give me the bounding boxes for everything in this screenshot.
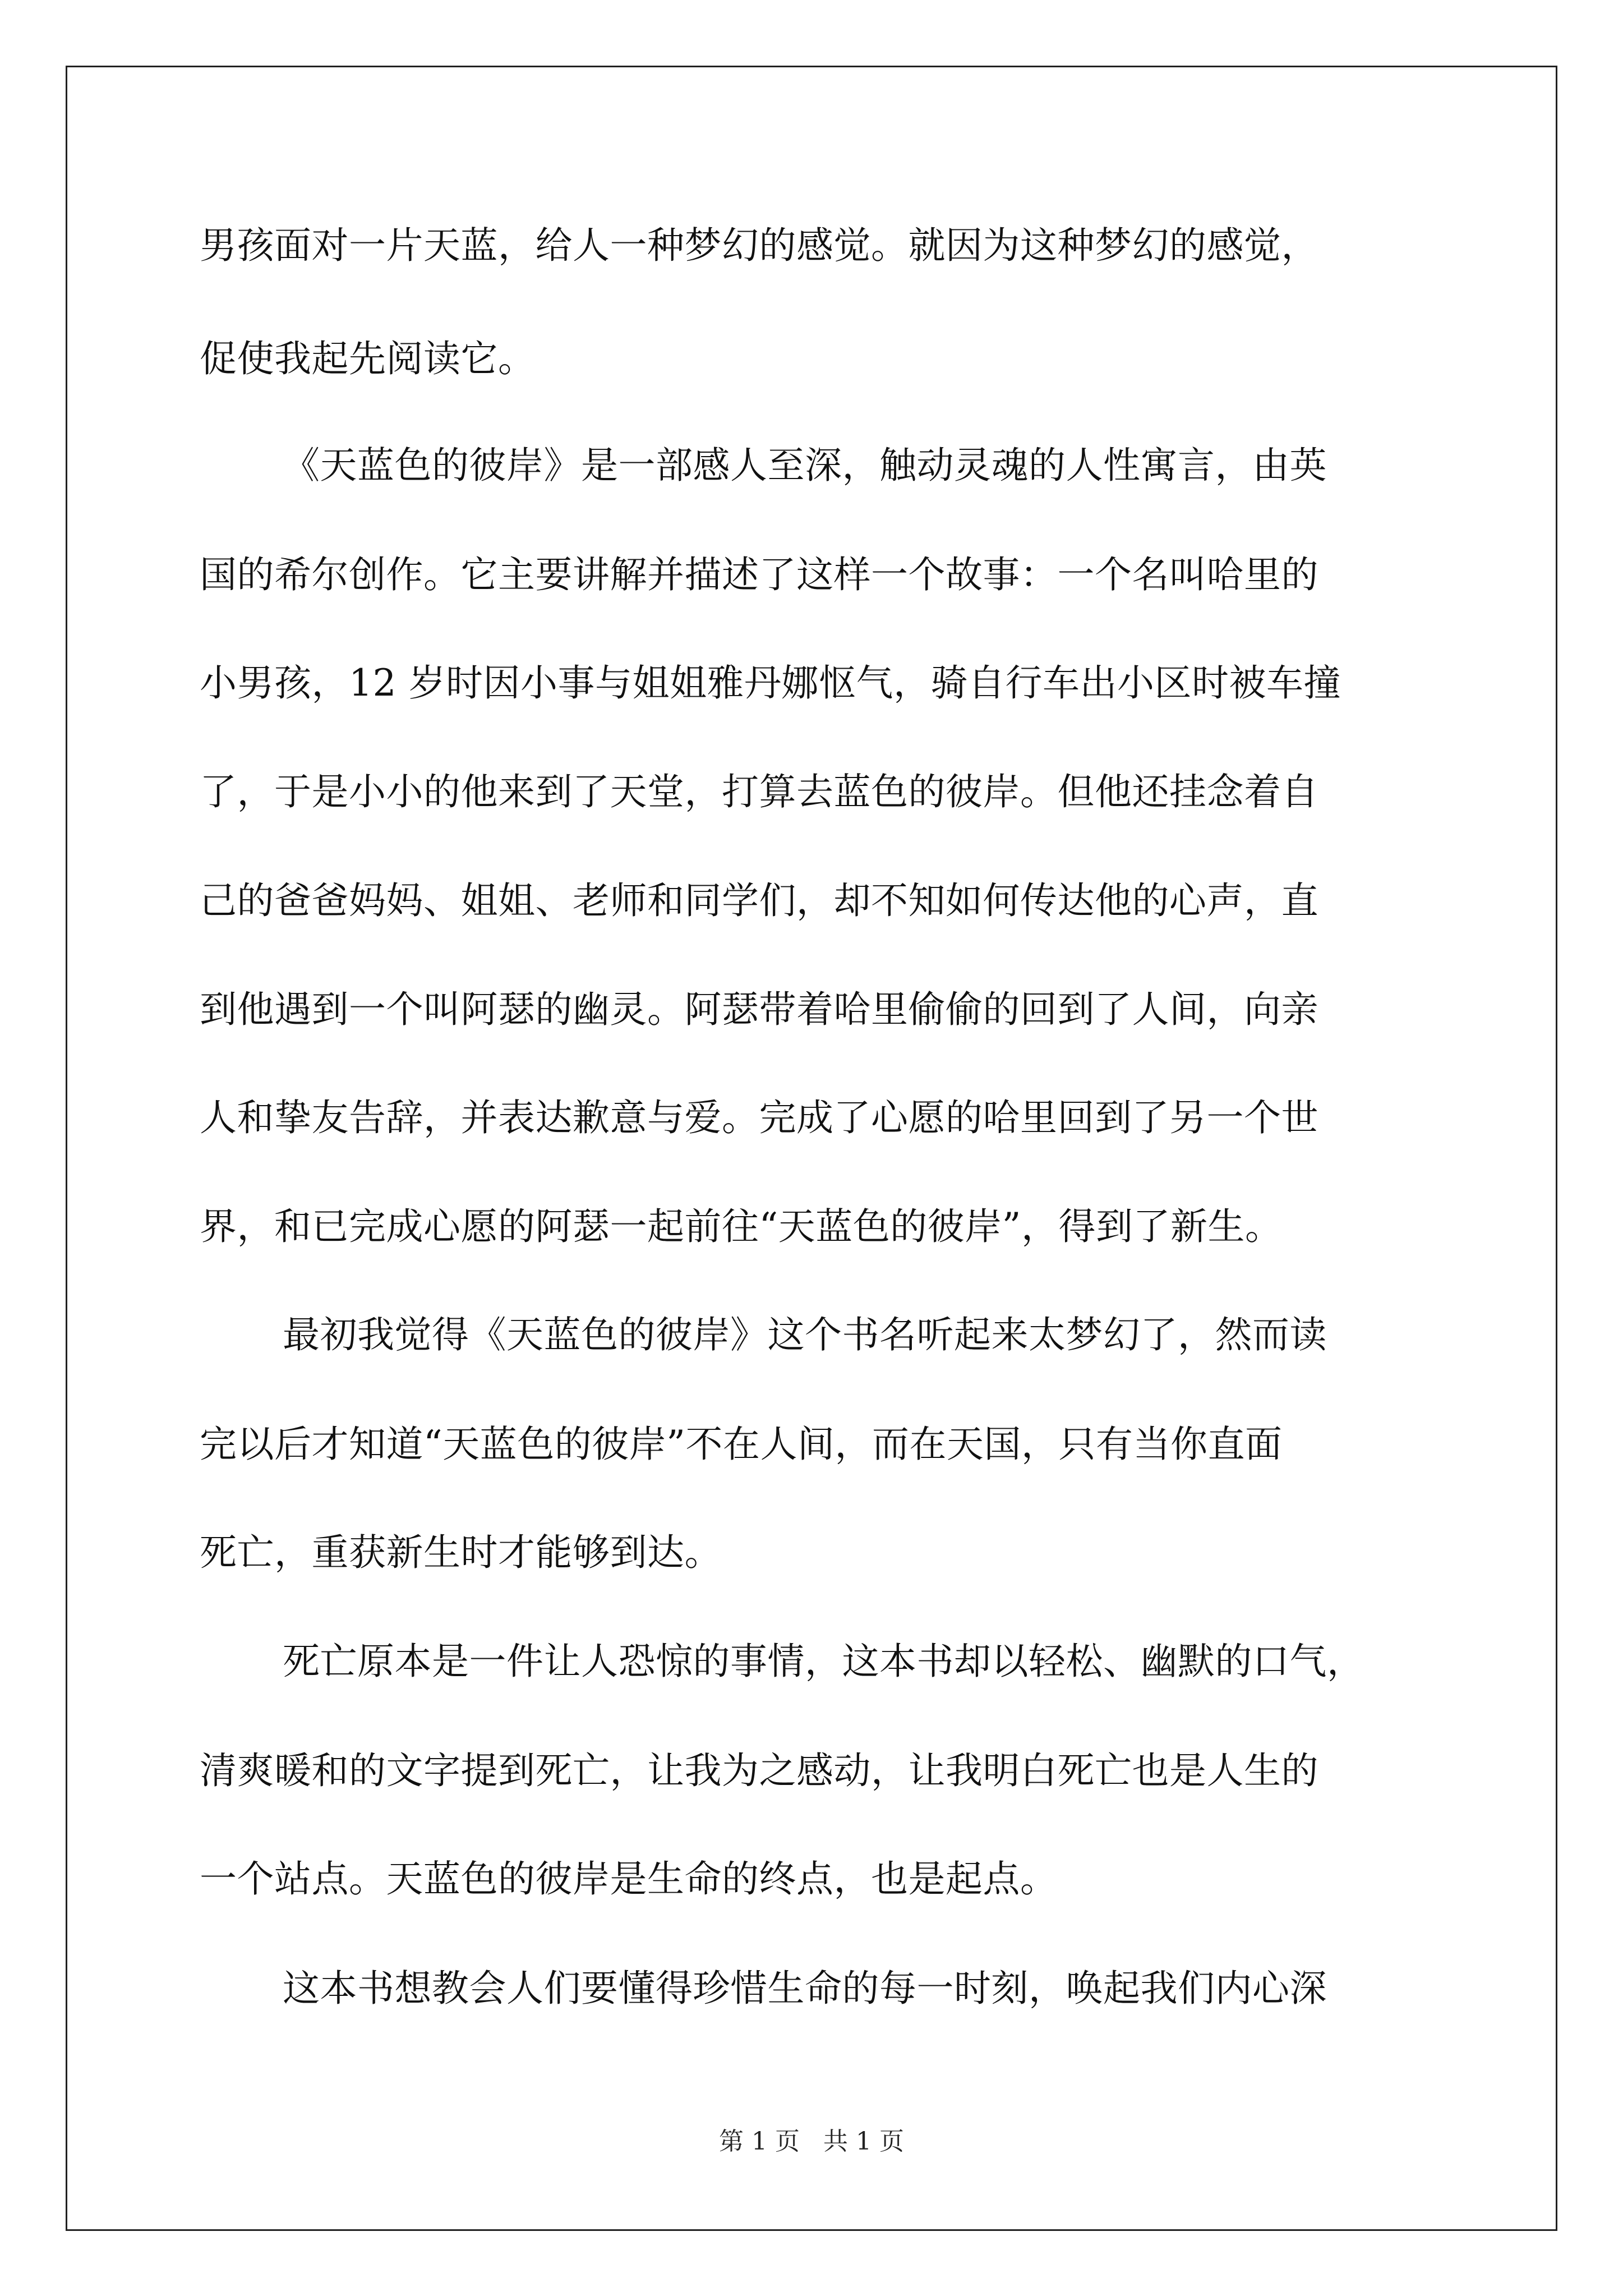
paragraph-start-line: 这本书想教会人们要懂得珍惜生命的每一时刻，唤起我们内心深 [283,1967,1327,2010]
text-line: 国的希尔创作。它主要讲解并描述了这样一个故事：一个名叫哈里的 [200,553,1318,596]
page-footer [0,2126,1623,2157]
paragraph-start-line: 最初我觉得《天蓝色的彼岸》这个书名听起来太梦幻了，然而读 [283,1313,1327,1356]
text-line: 死亡，重获新生时才能够到达。 [200,1531,722,1574]
text-line: 完以后才知道“天蓝色的彼岸”不在人间，而在天国，只有当你直面 [200,1423,1283,1466]
text-line: 人和挚友告辞，并表达歉意与爱。完成了心愿的哈里回到了另一个世 [200,1096,1318,1139]
paragraph-start-line: 《天蓝色的彼岸》是一部感人至深，触动灵魂的人性寓言，由英 [283,444,1327,487]
paragraph-start-line: 死亡原本是一件让人恐惊的事情，这本书却以轻松、幽默的口气， [283,1640,1364,1683]
page-border [66,66,1557,2231]
text-line: 促使我起先阅读它。 [200,337,536,380]
text-line: 清爽暖和的文字提到死亡，让我为之感动，让我明白死亡也是人生的 [200,1749,1318,1792]
text-line: 一个站点。天蓝色的彼岸是生命的终点，也是起点。 [200,1857,1058,1901]
text-line: 到他遇到一个叫阿瑟的幽灵。阿瑟带着哈里偷偷的回到了人间，向亲 [200,988,1318,1031]
page-total: 共 1 页 [823,2127,904,2156]
text-line: 了，于是小小的他来到了天堂，打算去蓝色的彼岸。但他还挂念着自 [200,770,1318,813]
text-line: 界，和已完成心愿的阿瑟一起前往“天蓝色的彼岸”，得到了新生。 [200,1205,1283,1248]
text-line: 男孩面对一片天蓝，给人一种梦幻的感觉。就因为这种梦幻的感觉， [200,224,1318,267]
text-line: 小男孩，12 岁时因小事与姐姐雅丹娜怄气，骑自行车出小区时被车撞 [200,661,1341,705]
page-number: 第 1 页 [719,2127,800,2156]
text-line: 己的爸爸妈妈、姐姐、老师和同学们，却不知如何传达他的心声，直 [200,879,1318,922]
